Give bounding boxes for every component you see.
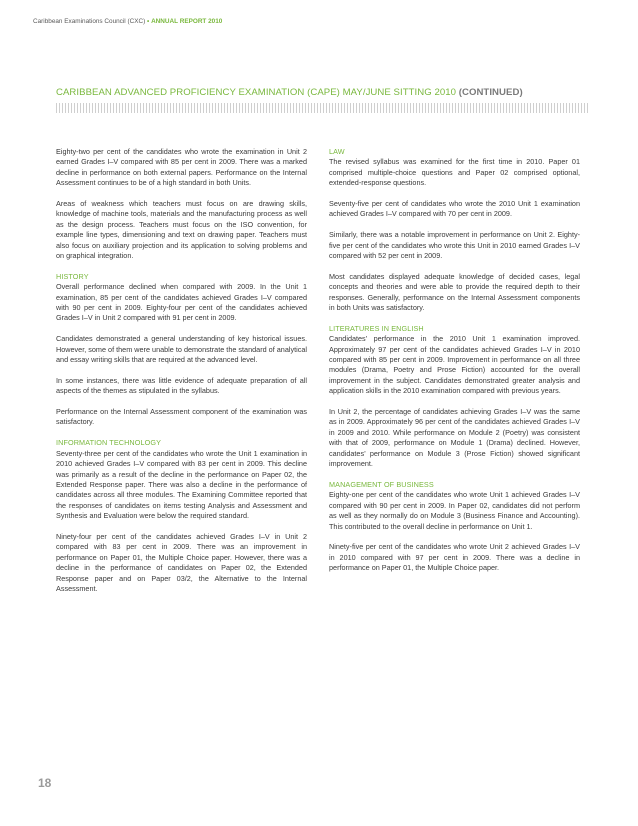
section-title-continued: (CONTINUED) [458,87,523,98]
paragraph: In some instances, there was little evidence of adequate preparation of all aspects of the themes as stipulated in the syllabus. [56,375,307,396]
paragraph: Candidates demonstrated a general understanding of key historical issues. However, some of them were unable to demonstrate the standard of analytical and essay writing skills that are required at the advanced level. [56,334,307,365]
paragraph: Overall performance declined when compared with 2009. In the Unit 1 examination, 85 per cent of the candidates achieved Grades I–V compared with 90 per cent in 2009. Eighty-four per cent of the candidates achieved Grades I–V in Unit 2 compared with 91 per cent in 2009. [56,282,307,323]
paragraph: The revised syllabus was examined for the first time in 2010. Paper 01 comprised multiple-choice questions and Paper 02 comprised optional, extended-response questions. [329,157,580,188]
page-number: 18 [38,776,52,790]
header-report-title: ANNUAL REPORT 2010 [151,18,223,25]
section-title-text: CARIBBEAN ADVANCED PROFICIENCY EXAMINATION (CAPE) MAY/JUNE SITTING 2010 [56,87,456,98]
decorative-stripe-divider [56,103,588,113]
paragraph: Performance on the Internal Assessment component of the examination was satisfactory. [56,407,307,427]
subject-heading-history: HISTORY [56,271,89,281]
paragraph: Ninety-four per cent of the candidates achieved Grades I–V in Unit 2 compared with 83 per cent in 2009. There was an improvement in performance on Paper 01, the Multiple Choice paper. However, there was a decline in the performance of candidates on Paper 02, the Extended Response paper and on Paper 03/2, the Alternative to the Internal Assessment. [56,531,307,593]
paragraph: Seventy-three per cent of the candidates who wrote the Unit 1 examination in 2010 achieved Grades I–V compared with 83 per cent in 2009. This decline was primarily as a result of the decline in the performance on Paper 02, the Extended Response paper. There was also a decline in the performance of candidates across all three modules. The Examining Committee reported that the responses of candidates on items testing Analysis and Assessment and Synthesis and Evaluation were below the required standard. [56,448,307,521]
subject-heading-literatures-in-english: LITERATURES IN ENGLISH [329,323,424,333]
running-header [33,18,222,25]
paragraph: Ninety-five per cent of the candidates who wrote Unit 2 achieved Grades I–V in 2010 compared with 97 per cent in 2009. There was a decline in performance on Paper 01, the Multiple Choice paper. [329,542,580,573]
paragraph: Seventy-five per cent of candidates who wrote the 2010 Unit 1 examination achieved Grades I–V compared with 70 per cent in 2009. [329,199,580,219]
header-separator: • [147,18,150,25]
paragraph: Areas of weakness which teachers must focus on are drawing skills, knowledge of machine tools, materials and the manufacturing process as well as the design process. Teachers must focus on the ISO convention, for example line types, dimensioning and text on drawing paper. Teachers must also focus on auxiliary projection and its application to solving problems and on graphical integration. [56,199,307,261]
paragraph: Similarly, there was a notable improvement in performance on Unit 2. Eighty-five per cent of the candidates who wrote this Unit in 2010 earned Grades I–V compared with 52 per cent in 2009. [329,230,580,261]
subject-heading-law: LAW [329,147,345,156]
subject-heading-management-of-business: MANAGEMENT OF BUSINESS [329,479,434,489]
paragraph: Eighty-two per cent of the candidates who wrote the examination in Unit 2 earned Grades I–V compared with 85 per cent in 2009. There was a marked decline in performance on both external papers. Performance on the Internal Assessment continues to be of a high standard in both Units. [56,147,307,188]
subject-heading-information-technology: INFORMATION TECHNOLOGY [56,438,162,448]
left-column [56,147,307,605]
section-title [56,87,596,98]
paragraph: Most candidates displayed adequate knowledge of decided cases, legal concepts and theories and were able to provide the required depth to their responses. Generally, performance on the Internal Assessment components in both Units was satisfactory. [329,271,580,313]
paragraph: In Unit 2, the percentage of candidates achieving Grades I–V was the same as in 2009. Approximately 96 per cent of the candidates achieved Grades I–V in 2009 and 2010. While performance on Module 2 (Poetry) was consistent with that of 2009, performance on Module 1 (Drama) declined. However, candidates’ performance on Module 3 (Prose Fiction) showed significant improvement. [329,407,580,469]
paragraph: Candidates’ performance in the 2010 Unit 1 examination improved. Approximately 97 per cent of the candidates achieved Grades I–V in 2010 compared with 85 per cent in 2009. Improvement in performance on all three modules (Drama, Poetry and Prose Fiction) accounted for the overall improvement in the subject. Candidates demonstrated greater analysis and application skills in the 2010 examination compared with previous years. [329,334,580,396]
header-org: Caribbean Examinations Council (CXC) [33,18,146,25]
paragraph: Eighty-one per cent of the candidates who wrote Unit 1 achieved Grades I–V compared with 90 per cent in 2009. In Paper 02, candidates did not perform as well as they normally do on Module 3 (Business Finance and Accounting). This contributed to the overall decline in performance on Unit 1. [329,490,580,531]
right-column [329,147,580,584]
